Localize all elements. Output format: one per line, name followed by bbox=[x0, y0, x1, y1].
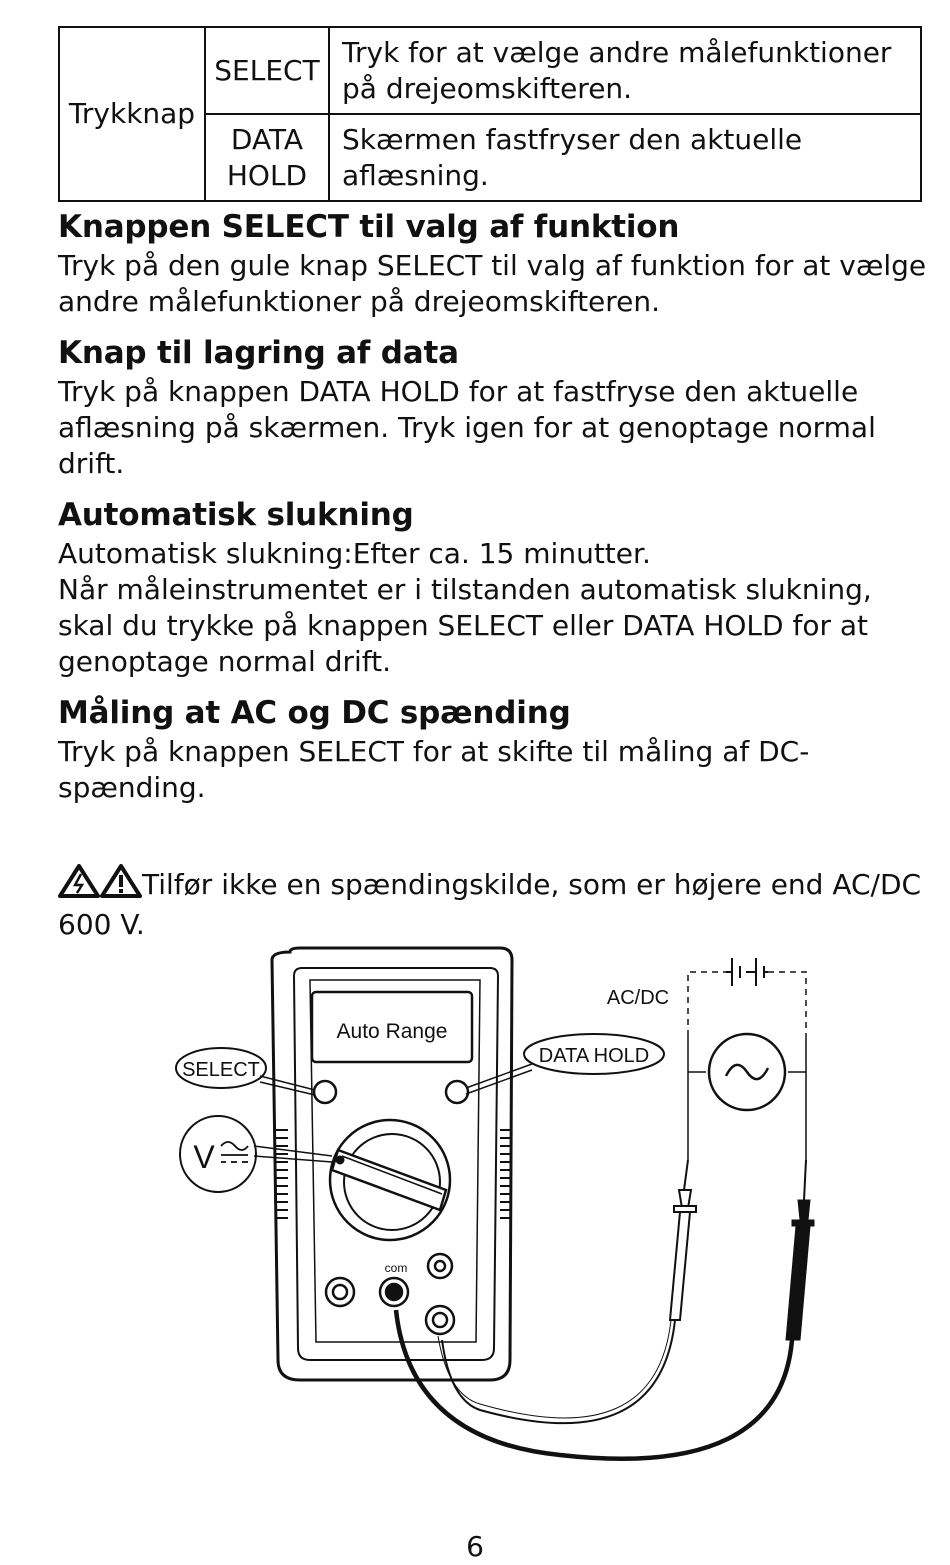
data-hold-label: DATA HOLD bbox=[226, 122, 308, 192]
section-heading: Knap til lagring af data bbox=[58, 335, 459, 371]
table-group-label: Trykknap bbox=[59, 27, 205, 201]
black-probe bbox=[396, 1072, 814, 1459]
voltage-source-circuit bbox=[688, 958, 806, 1110]
section-body: Når måleinstrumentet er i tilstanden automatisk slukning, skal du trykke på knappen SELECT eller DATA HOLD for at genoptage normal drift. bbox=[58, 573, 872, 678]
section-heading: Automatisk slukning bbox=[58, 497, 414, 533]
section-body: Tryk på den gule knap SELECT til valg af funktion for at vælge andre målefunktioner på drejeomskifteren. bbox=[58, 249, 927, 318]
display-text: Auto Range bbox=[336, 1020, 448, 1043]
button-reference-table bbox=[58, 26, 922, 202]
voltage-warning bbox=[58, 864, 928, 943]
com-jack-label: com bbox=[384, 1261, 408, 1275]
section-heading: Knappen SELECT til valg af funktion bbox=[58, 209, 680, 245]
section-body: Automatisk slukning:Efter ca. 15 minutter. bbox=[58, 537, 651, 570]
data-hold-callout-label: DATA HOLD bbox=[538, 1045, 650, 1067]
multimeter-illustration bbox=[160, 940, 840, 1480]
table-cell-description: Tryk for at vælge andre målefunktioner på drejeomskifteren. bbox=[329, 27, 921, 114]
battery-icon bbox=[726, 958, 768, 986]
function-callout bbox=[180, 1116, 332, 1192]
section-body: Tryk på knappen SELECT for at skifte til måling af DC-spænding. bbox=[58, 735, 810, 804]
manual-content bbox=[58, 206, 928, 818]
lcd-display bbox=[312, 992, 472, 1062]
select-callout-label: SELECT bbox=[182, 1059, 260, 1081]
select-button-diagram bbox=[314, 1081, 336, 1103]
table-cell-button bbox=[205, 114, 329, 201]
table-cell-button: SELECT bbox=[205, 27, 329, 114]
section-body: Tryk på knappen DATA HOLD for at fastfryse den aktuelle aflæsning på skærmen. Tryk igen for at genoptage normal drift. bbox=[58, 375, 876, 480]
caution-icon bbox=[100, 864, 142, 907]
warning-text: Tilfør ikke en spændingskilde, som er højere end AC/DC 600 V. bbox=[58, 868, 922, 941]
table-row bbox=[59, 27, 921, 114]
multimeter-body bbox=[272, 948, 512, 1380]
shock-hazard-icon bbox=[58, 864, 100, 907]
section-auto-power-off bbox=[58, 494, 928, 680]
page-number: 6 bbox=[466, 1530, 484, 1563]
section-ac-dc-voltage bbox=[58, 692, 928, 806]
rotary-switch bbox=[330, 1120, 450, 1240]
data-hold-button-diagram bbox=[446, 1081, 468, 1103]
data-hold-callout bbox=[466, 1034, 664, 1094]
section-select-button bbox=[58, 206, 928, 320]
voltage-symbol: V bbox=[193, 1139, 215, 1175]
section-heading: Måling at AC og DC spænding bbox=[58, 695, 571, 731]
section-data-hold bbox=[58, 332, 928, 482]
ac-source-icon bbox=[709, 1034, 785, 1110]
table-cell-description: Skærmen fastfryser den aktuelle aflæsning. bbox=[329, 114, 921, 201]
source-label: AC/DC bbox=[606, 987, 670, 1009]
